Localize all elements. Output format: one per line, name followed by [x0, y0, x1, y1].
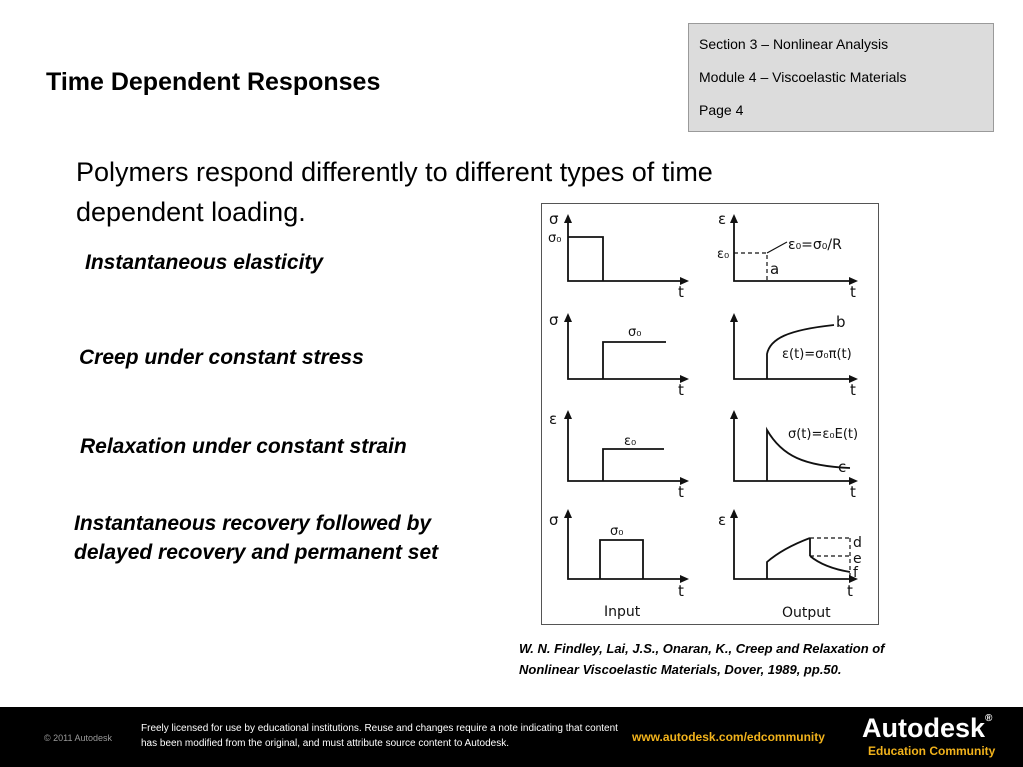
sigma0-label: σ₀: [610, 524, 624, 539]
registered-mark: ®: [985, 713, 993, 724]
citation-text: W. N. Findley, Lai, J.S., Onaran, K., Creep and Relaxation of Nonlinear Viscoelastic Materials, Dover, 1989, pp.50.: [519, 641, 885, 677]
equation-b: ε(t)=σ₀π(t): [782, 347, 852, 362]
t-label: t: [678, 483, 684, 501]
equation-a: ε₀=σ₀/R: [788, 237, 842, 253]
tag-a: a: [770, 260, 780, 278]
t-label: t: [678, 381, 684, 399]
t-label: t: [678, 582, 684, 600]
footer-bar: [0, 707, 1023, 767]
copyright-text: © 2011 Autodesk: [44, 733, 113, 743]
sigma-label: σ: [549, 210, 559, 228]
page-number: Page 4: [699, 102, 744, 118]
output-caption: Output: [782, 605, 831, 621]
label-relaxation: Relaxation under constant strain: [80, 435, 407, 458]
sigma0-label: σ₀: [548, 231, 562, 246]
input-caption: Input: [604, 604, 641, 620]
sigma-label: σ: [549, 511, 559, 529]
sigma0-label: σ₀: [628, 325, 642, 340]
brand-name: Autodesk: [862, 713, 986, 743]
t-label: t: [850, 483, 856, 501]
t-label: t: [678, 283, 684, 301]
section-label: Section 3 – Nonlinear Analysis: [699, 36, 889, 52]
t-label: t: [850, 283, 856, 301]
label-recovery: Instantaneous recovery followed by delayed recovery and permanent set: [74, 512, 439, 564]
label-creep: Creep under constant stress: [79, 346, 364, 369]
module-label: Module 4 – Viscoelastic Materials: [699, 69, 907, 85]
epsilon-label: ε: [718, 210, 727, 228]
tag-f: f: [853, 565, 858, 581]
autodesk-logo: [862, 713, 992, 744]
tag-b: b: [836, 313, 846, 331]
intro-text: Polymers respond differently to different types of time dependent loading.: [76, 157, 713, 227]
response-diagram: [541, 203, 879, 625]
license-text: Freely licensed for use by educational institutions. Reuse and changes require a note indicating that content has been modified from the original, and must attribute source content to Autodesk.: [141, 723, 618, 749]
tag-c: c: [838, 458, 847, 476]
sigma-label: σ: [549, 311, 559, 329]
tag-d: d: [853, 535, 862, 551]
epsilon0-label: ε₀: [624, 434, 637, 449]
tag-e: e: [853, 551, 862, 567]
response-diagram-svg: [542, 204, 880, 626]
t-label: t: [850, 381, 856, 399]
epsilon-label: ε: [549, 410, 558, 428]
section-info-box: [688, 23, 994, 132]
label-instantaneous-elasticity: Instantaneous elasticity: [85, 251, 324, 274]
brand-subtitle: Education Community: [868, 744, 996, 758]
page-title: Time Dependent Responses: [46, 68, 381, 96]
t-label: t: [847, 582, 853, 600]
epsilon-label: ε: [718, 511, 727, 529]
epsilon0-label: ε₀: [717, 247, 730, 262]
edcommunity-link[interactable]: www.autodesk.com/edcommunity: [632, 730, 825, 744]
equation-c: σ(t)=ε₀E(t): [788, 427, 859, 442]
